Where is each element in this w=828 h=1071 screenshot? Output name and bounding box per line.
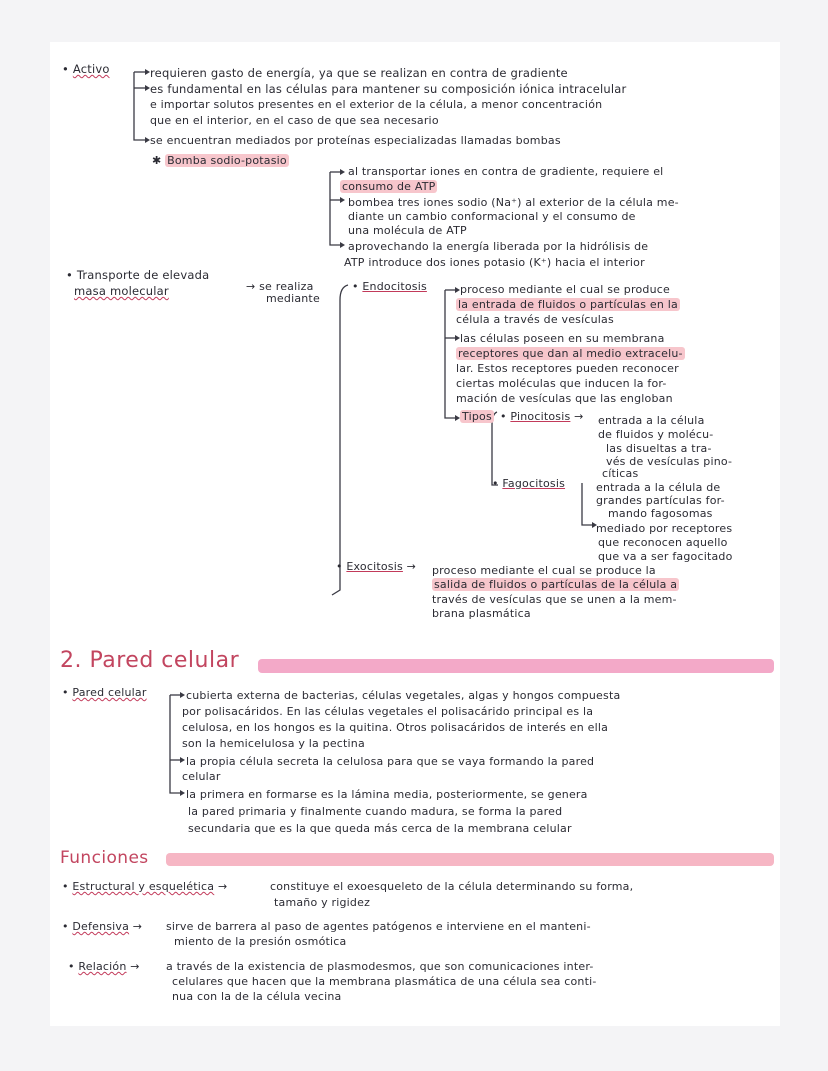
activo-line-1: requieren gasto de energía, ya que se realizan en contra de gradiente	[150, 66, 568, 80]
relacion-label: • Relación →	[68, 960, 140, 973]
funciones-title: Funciones	[60, 848, 149, 868]
relacion-line-2: celulares que hacen que la membrana plasmática de una célula sea conti-	[172, 975, 597, 988]
fago-line-6: que va a ser fagocitado	[598, 550, 733, 563]
bomba-line-5: una molécula de ATP	[348, 224, 467, 237]
activo-line-2: es fundamental en las células para mantener su composición iónica intracelular	[150, 82, 627, 96]
pino-line-1: entrada a la célula	[598, 414, 705, 427]
fago-line-5: que reconocen aquello	[598, 536, 728, 549]
pared-line-6: celular	[182, 770, 221, 783]
endo-line-5: receptores que dan al medio extracelu-	[458, 347, 683, 360]
bomba-line-4: diante un cambio conformacional y el consumo de	[348, 210, 636, 223]
exo-line-2: salida de fluidos o partículas de la célula a	[434, 578, 678, 591]
section-2-title: 2. Pared celular	[60, 648, 240, 673]
defensiva-label: • Defensiva →	[62, 920, 143, 933]
pared-line-5: la propia célula secreta la celulosa para que se vaya formando la pared	[186, 755, 595, 768]
exo-line-3: través de vesículas que se unen a la mem-	[432, 593, 677, 606]
fago-line-4: mediado por receptores	[596, 522, 733, 535]
relacion-line-3: nua con la de la célula vecina	[172, 990, 342, 1003]
estructural-line-2: tamaño y rigidez	[274, 896, 371, 909]
pared-line-2: por polisacáridos. En las células vegetales el polisacárido principal es la	[182, 705, 594, 718]
estructural-line-1: constituye el exoesqueleto de la célula determinando su forma,	[270, 880, 634, 893]
estructural-label: • Estructural y esquelética →	[62, 880, 228, 893]
funciones-band	[166, 853, 774, 866]
activo-line-3: e importar solutos presentes en el exterior de la célula, a menor concentración	[150, 98, 603, 111]
endo-line-1: proceso mediante el cual se produce	[460, 283, 670, 296]
transporte-label-2: masa molecular	[74, 284, 169, 298]
bomba-line-1: al transportar iones en contra de gradiente, requiere el	[348, 165, 664, 178]
transporte-arrow-text-2: mediante	[266, 292, 320, 305]
transporte-arrow-text-1: → se realiza	[246, 280, 314, 293]
pared-line-3: celulosa, en los hongos es la quitina. Otros polisacáridos de interés en ella	[182, 721, 609, 734]
transporte-label-1: • Transporte de elevada	[66, 268, 210, 282]
pared-line-4: son la hemicelulosa y la pectina	[182, 737, 365, 750]
fago-line-1: entrada a la célula de	[596, 481, 721, 494]
activo-line-4: que en el interior, en el caso de que sea necesario	[150, 114, 439, 127]
defensiva-line-2: miento de la presión osmótica	[174, 935, 347, 948]
endo-line-4: las células poseen en su membrana	[460, 332, 665, 345]
activo-line-5: se encuentran mediados por proteínas especializadas llamadas bombas	[150, 134, 561, 147]
bomba-line-7: ATP introduce dos iones potasio (K⁺) hacia el interior	[344, 256, 645, 269]
fago-line-3: mando fagosomas	[608, 507, 713, 520]
fago-line-2: grandes partículas for-	[596, 494, 725, 507]
endo-line-2: la entrada de fluidos o partículas en la	[458, 298, 678, 311]
exo-line-1: proceso mediante el cual se produce la	[432, 564, 656, 577]
pino-line-3: las disueltas a tra-	[606, 442, 712, 455]
pared-line-9: secundaria que es la que queda más cerca de la membrana celular	[188, 822, 572, 835]
bomba-label: Bomba sodio-potasio	[167, 154, 287, 167]
endo-line-8: mación de vesículas que las engloban	[456, 392, 673, 405]
pared-label: • Pared celular	[62, 686, 147, 699]
defensiva-line-1: sirve de barrera al paso de agentes patógenos e interviene en el manteni-	[166, 920, 591, 933]
endo-line-3: célula a través de vesículas	[456, 313, 614, 326]
exo-line-4: brana plasmática	[432, 607, 531, 620]
endocitosis-label: • Endocitosis	[352, 280, 427, 293]
activo-label: Activo	[72, 62, 110, 76]
tipos-label: Tipos	[462, 410, 492, 423]
pino-line-4: vés de vesículas pino-	[606, 455, 733, 468]
bomba-line-6: aprovechando la energía liberada por la hidrólisis de	[348, 240, 649, 253]
exocitosis-label: • Exocitosis →	[336, 560, 417, 573]
pared-line-8: la pared primaria y finalmente cuando madura, se forma la pared	[188, 805, 563, 818]
endo-line-7: ciertas moléculas que inducen la for-	[456, 377, 667, 390]
bullet-activo: • Activo	[62, 62, 110, 76]
pino-line-2: de fluidos y molécu-	[598, 428, 714, 441]
pared-line-7: la primera en formarse es la lámina media, posteriormente, se genera	[186, 788, 588, 801]
bomba-line-2: consumo de ATP	[342, 180, 436, 193]
pinocitosis-label: • Pinocitosis →	[500, 410, 584, 423]
bomba-label-row: ✱ Bomba sodio-potasio	[152, 154, 287, 167]
relacion-line-1: a través de la existencia de plasmodesmos, que son comunicaciones inter-	[166, 960, 594, 973]
pino-line-5: cíticas	[602, 467, 639, 480]
endo-line-6: lar. Estos receptores pueden reconocer	[456, 362, 679, 375]
pared-line-1: cubierta externa de bacterias, células vegetales, algas y hongos compuesta	[186, 689, 621, 702]
bomba-line-3: bombea tres iones sodio (Na⁺) al exterior de la célula me-	[348, 196, 679, 209]
fagocitosis-label: • Fagocitosis	[492, 477, 566, 490]
section-title-band	[258, 659, 774, 673]
